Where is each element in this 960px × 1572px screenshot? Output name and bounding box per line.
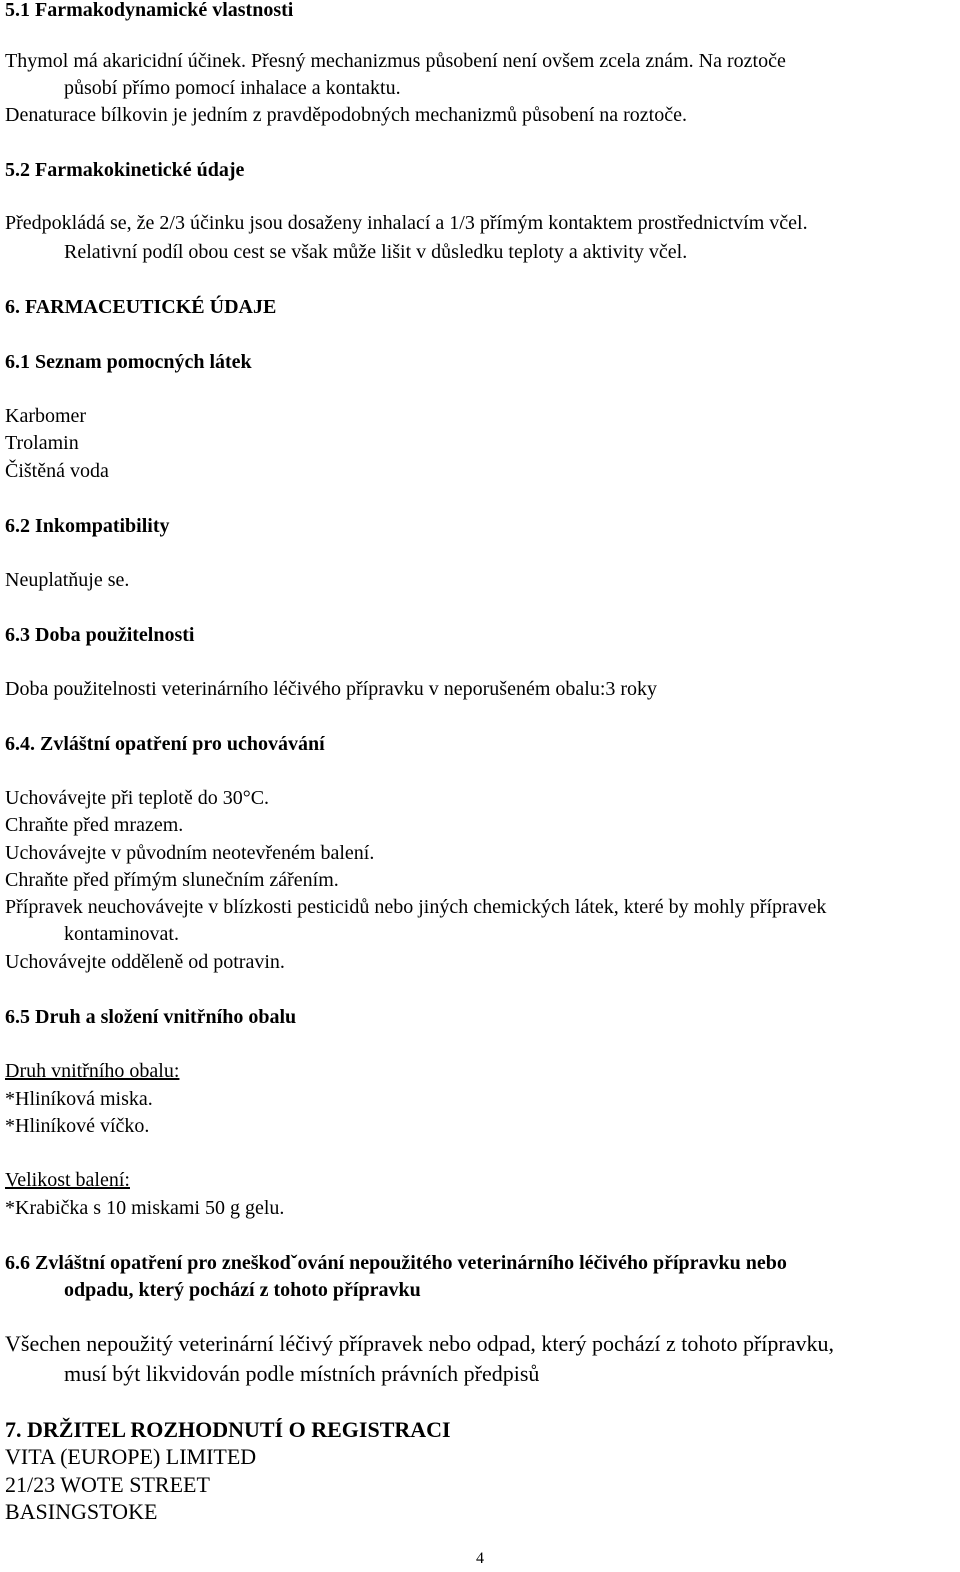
section-heading-7: 7. DRŽITEL ROZHODNUTÍ O REGISTRACI — [5, 1417, 451, 1442]
paragraph-line: Denaturace bílkovin je jedním z pravděpodobných mechanizmů působení na roztoče. — [5, 104, 687, 126]
section-heading-6-6: 6.6 Zvláštní opatření pro zneškodˇování nepoužitého veterinárního léčivého přípravku nebo — [5, 1252, 787, 1274]
page-number: 4 — [476, 1550, 484, 1567]
section-heading-5-2: 5.2 Farmakokinetické údaje — [5, 159, 245, 181]
paragraph-line: Uchovávejte při teplotě do 30°C. — [5, 787, 270, 809]
section-heading-6: 6. FARMACEUTICKÉ ÚDAJE — [5, 296, 277, 318]
holder-line: 21/23 WOTE STREET — [5, 1472, 210, 1497]
section-heading-6-6-continued: odpadu, který pochází z tohoto přípravku — [64, 1279, 421, 1301]
paragraph-line: Přípravek neuchovávejte v blízkosti pesticidů nebo jiných chemických látek, které by mohly přípravek — [5, 896, 827, 918]
paragraph-line: Chraňte před mrazem. — [5, 814, 184, 836]
section-heading-6-3: 6.3 Doba použitelnosti — [5, 624, 195, 646]
paragraph-line: Thymol má akaricidní účinek. Přesný mechanizmus působení není ovšem zcela znám. Na roztoče — [5, 50, 786, 72]
paragraph-line: Relativní podíl obou cest se však může lišit v důsledku teploty a aktivity včel. — [64, 241, 688, 263]
list-item: *Krabička s 10 miskami 50 g gelu. — [5, 1197, 285, 1219]
section-heading-6-1: 6.1 Seznam pomocných látek — [5, 351, 252, 373]
paragraph-line: Uchovávejte odděleně od potravin. — [5, 951, 285, 973]
package-size-label: Velikost balení: — [5, 1169, 130, 1191]
paragraph-line: Uchovávejte v původním neotevřeném balení. — [5, 842, 375, 864]
list-item: Karbomer — [5, 405, 87, 427]
list-item: Čištěná voda — [5, 460, 109, 482]
section-heading-6-2: 6.2 Inkompatibility — [5, 515, 170, 537]
holder-line: VITA (EUROPE) LIMITED — [5, 1444, 257, 1469]
list-item: *Hliníková miska. — [5, 1088, 153, 1110]
holder-line: BASINGSTOKE — [5, 1499, 158, 1524]
paragraph-line: Předpokládá se, že 2/3 účinku jsou dosaženy inhalací a 1/3 přímým kontaktem prostřednictvím včel. — [5, 212, 808, 234]
list-item: Trolamin — [5, 432, 79, 454]
section-heading-6-5: 6.5 Druh a složení vnitřního obalu — [5, 1006, 297, 1028]
paragraph-line: Doba použitelnosti veterinárního léčivého přípravku v neporušeném obalu:3 roky — [5, 678, 658, 700]
paragraph-line: musí být likvidován podle místních právních předpisů — [64, 1361, 540, 1386]
list-item: *Hliníkové víčko. — [5, 1115, 150, 1137]
section-heading-6-4: 6.4. Zvláštní opatření pro uchovávání — [5, 733, 325, 755]
paragraph-line: kontaminovat. — [64, 923, 179, 945]
inner-package-label: Druh vnitřního obalu: — [5, 1060, 180, 1082]
section-heading-5-1: 5.1 Farmakodynamické vlastnosti — [5, 0, 294, 21]
paragraph-line: působí přímo pomocí inhalace a kontaktu. — [64, 77, 401, 99]
paragraph-line: Neuplatňuje se. — [5, 569, 130, 591]
paragraph-line: Všechen nepoužitý veterinární léčivý přípravek nebo odpad, který pochází z tohoto přípravku, — [5, 1331, 834, 1356]
paragraph-line: Chraňte před přímým slunečním zářením. — [5, 869, 339, 891]
